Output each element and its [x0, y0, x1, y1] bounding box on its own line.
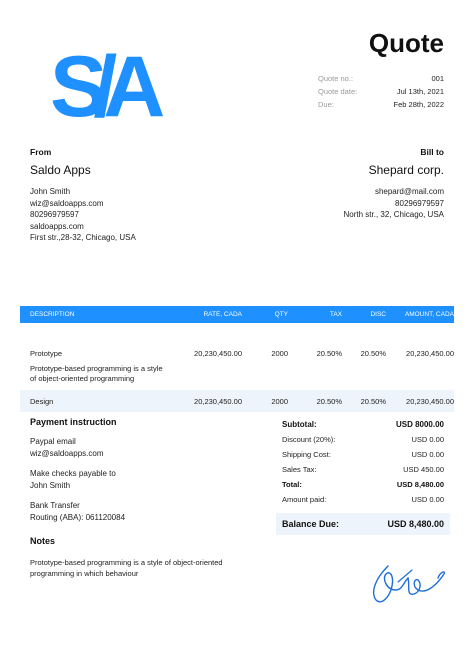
- item-amount: 20,230,450.00: [406, 349, 454, 358]
- table-row: [20, 323, 454, 383]
- header-disc: DISC: [370, 311, 386, 318]
- totals-label: Subtotal:: [282, 420, 317, 429]
- item-rate: 20,230,450.00: [194, 349, 242, 358]
- meta-row-quote-date: [318, 85, 444, 98]
- totals-value: USD 450.00: [403, 465, 444, 474]
- paypal-label: Paypal email: [30, 437, 76, 446]
- bill-to-details: [244, 186, 444, 221]
- header-amount: AMOUNT, CADA: [404, 311, 454, 318]
- routing-number: Routing (ABA): 061120084: [30, 512, 126, 522]
- totals-label: Total:: [282, 480, 302, 489]
- subtotal-row: [276, 417, 450, 432]
- sales-tax-row: [276, 462, 450, 477]
- item-title: Design: [30, 396, 54, 406]
- document-title: Quote: [368, 28, 444, 58]
- balance-value: USD 8,480.00: [387, 519, 444, 529]
- bill-to-label: Bill to: [420, 147, 444, 157]
- totals-value: USD 0.00: [411, 495, 444, 504]
- notes-text: Prototype-based programming is a style of object-oriented programming in which behaviour: [30, 558, 223, 578]
- header-tax: TAX: [329, 311, 342, 318]
- balance-due-row: [276, 513, 450, 535]
- item-title: Prototype: [30, 349, 63, 358]
- header-description: DESCRIPTION: [30, 311, 75, 318]
- table-header: [20, 306, 454, 323]
- header-qty: QTY: [274, 311, 288, 318]
- meta-label: Quote date:: [318, 87, 358, 96]
- balance-label: Balance Due:: [282, 519, 340, 529]
- meta-label: Quote no.:: [318, 74, 354, 83]
- bill-to-phone: 80296979597: [395, 198, 444, 208]
- amount-paid-row: [276, 492, 450, 507]
- totals-label: Sales Tax:: [282, 465, 317, 474]
- totals-summary: [276, 417, 450, 535]
- total-row: [276, 477, 450, 492]
- totals-value: USD 0.00: [411, 435, 444, 444]
- notes-section: [30, 536, 230, 579]
- item-qty: 2000: [271, 349, 288, 358]
- totals-value: USD 0.00: [411, 450, 444, 459]
- shipping-row: [276, 447, 450, 462]
- header-rate: RATE, CADA: [203, 311, 242, 318]
- checks-group: [30, 468, 230, 491]
- checks-label: Make checks payable to: [30, 469, 116, 478]
- bill-to-email: shepard@mail.com: [374, 187, 444, 196]
- item-rate: 20,230,450.00: [194, 396, 242, 406]
- svg-text:S/A: S/A: [50, 39, 152, 135]
- totals-label: Shipping Cost:: [282, 450, 331, 459]
- from-email: wiz@saldoapps.com: [30, 198, 104, 208]
- bill-to-address: North str., 32, Chicago, USA: [343, 210, 444, 219]
- bill-to-section: [244, 147, 444, 221]
- item-qty: 2000: [271, 396, 288, 406]
- payment-instructions: [30, 417, 230, 523]
- paypal-email: wiz@saldoapps.com: [30, 448, 104, 458]
- from-name: Saldo Apps: [30, 163, 91, 177]
- meta-value: Jul 13th, 2021: [396, 87, 444, 96]
- from-section: [30, 147, 230, 244]
- bank-label: Bank Transfer: [30, 501, 80, 510]
- item-description: [20, 349, 172, 383]
- table-row: [20, 390, 454, 412]
- item-tax: 20.50%: [316, 349, 342, 358]
- item-subtext: Prototype-based programming is a style of object-oriented programming: [30, 364, 163, 383]
- notes-title: Notes: [30, 536, 56, 546]
- totals-label: Amount paid:: [282, 495, 327, 504]
- from-contact-name: John Smith: [30, 187, 71, 196]
- from-label: From: [30, 147, 52, 157]
- meta-row-due: [318, 98, 444, 111]
- from-address: First str.,28-32, Chicago, USA: [30, 233, 136, 242]
- saldo-apps-logo: [50, 34, 152, 135]
- paypal-group: [30, 436, 230, 459]
- payment-title: Payment instruction: [30, 417, 117, 427]
- meta-value: 001: [431, 74, 444, 83]
- line-items-table: [20, 306, 454, 412]
- quote-meta: [318, 72, 444, 111]
- item-tax: 20.50%: [316, 396, 342, 406]
- from-phone: 80296979597: [30, 210, 79, 219]
- meta-row-quote-no: [318, 72, 444, 85]
- bill-to-name: Shepard corp.: [368, 163, 444, 177]
- bank-group: [30, 500, 230, 523]
- checks-name: John Smith: [30, 480, 71, 490]
- totals-label: Discount (20%):: [282, 435, 336, 444]
- item-disc: 20.50%: [360, 396, 386, 406]
- meta-value: Feb 28th, 2022: [393, 100, 444, 109]
- item-disc: 20.50%: [360, 349, 386, 358]
- item-amount: 20,230,450.00: [406, 396, 454, 406]
- totals-value: USD 8,480.00: [396, 480, 444, 489]
- signature-image: [368, 560, 454, 608]
- discount-row: [276, 432, 450, 447]
- from-website: saldoapps.com: [30, 221, 84, 231]
- from-details: [30, 186, 230, 244]
- totals-value: USD 8000.00: [395, 420, 444, 429]
- meta-label: Due:: [318, 100, 334, 109]
